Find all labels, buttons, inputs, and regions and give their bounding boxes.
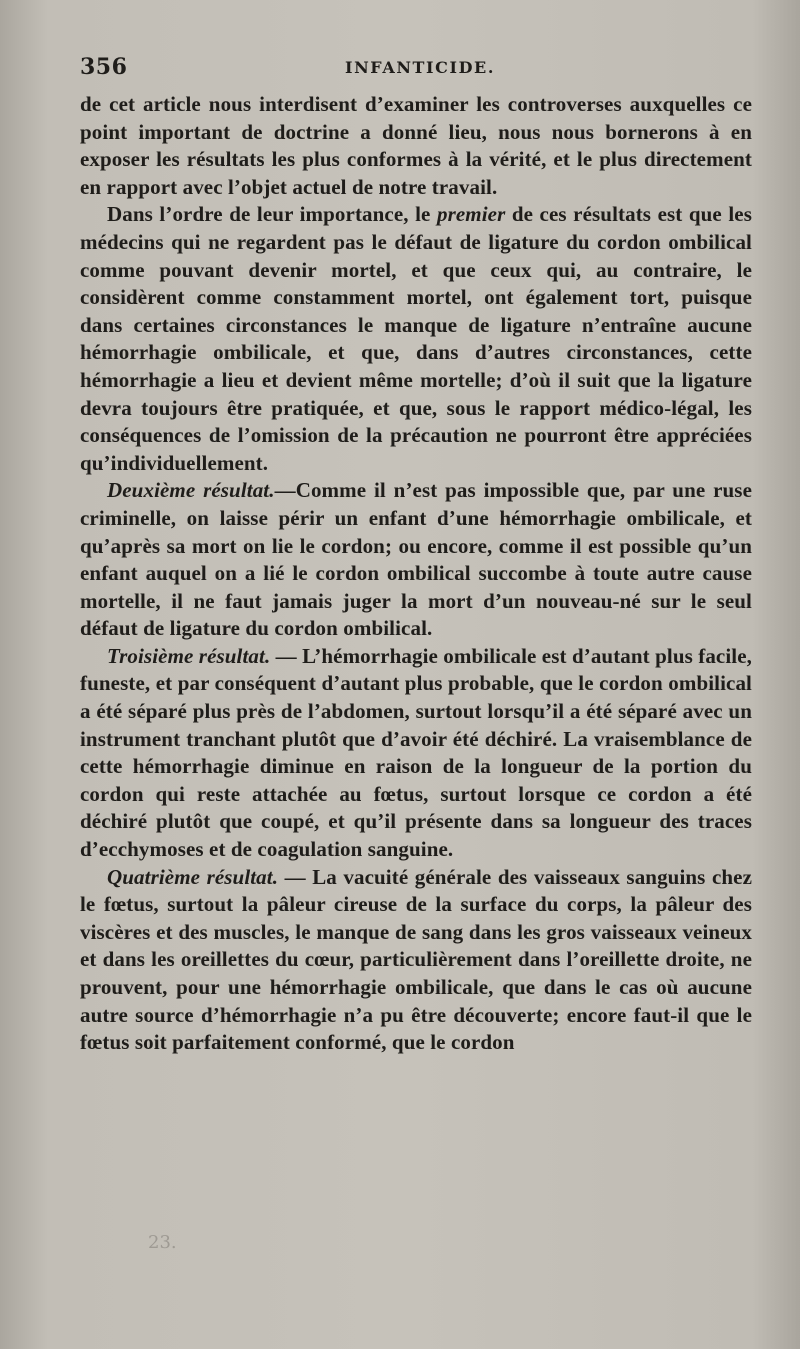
paragraph-quatrieme-resultat: [80, 864, 752, 1057]
paragraph-deuxieme-resultat: [80, 477, 752, 643]
signature-mark: 23.: [148, 1232, 177, 1253]
italic-text: premier: [436, 202, 506, 227]
text-run: — La vacuité générale des vaisseaux sanguins chez le fœtus, surtout la pâleur cireuse de la surface du corps, la pâleur des viscères et des muscles, le manque de sang dans les gros vaisseaux veineux et dans les oreillettes du cœur, particulièrement dans l’oreillette droite, ne prouvent, pour une hémorrhagie ombilicale, que dans le cas où aucune autre source d’hémorrhagie n’a pu être découverte; encore faut-il que le fœtus soit parfaitement conformé, que le cordon: [80, 864, 752, 1055]
text-run: de cet article nous interdisent d’examiner les controverses auxquelles ce point important de doctrine a donné lieu, nous nous bornerons à en exposer les résultats les plus conformes à la vérité, et le plus directement en rapport avec l’objet actuel de notre travail.: [80, 92, 752, 199]
text-run: Dans l’ordre de leur importance, le: [107, 202, 437, 227]
italic-text: Quatrième résultat.: [107, 864, 279, 889]
page-header: [80, 54, 760, 88]
page-number: 356: [80, 54, 128, 80]
text-run: de ces résultats est que les médecins qui ne regardent pas le défaut de ligature du cordon ombilical comme pouvant devenir mortel, et que ceux qui, au contraire, le considèrent comme constamment mortel, ont également tort, puisque dans certaines circonstances le manque de ligature n’entraîne aucune hémorrhagie ombilicale, et que, dans d’autres circonstances, cette hémorrhagie a lieu et devient même mortelle; d’où il suit que la ligature devra toujours être pratiquée, et que, sous le rapport médico-légal, les conséquences de l’omission de la précaution ne pourront être appréciées qu’individuellement.: [80, 202, 752, 475]
body-text: [80, 91, 752, 1057]
paragraph-premier-resultat: [80, 201, 752, 477]
running-title: INFANTICIDE.: [344, 58, 496, 77]
italic-text: Troisième résultat.: [107, 643, 271, 668]
paragraph-troisieme-resultat: [80, 643, 752, 864]
text-run: —Comme il n’est pas impossible que, par une ruse criminelle, on laisse périr un enfant d’une hémorrhagie ombilicale, et qu’après sa mort on lie le cordon; ou encore, comme il est possible qu’un enfant auquel on a lié le cordon ombilical succombe à toute autre cause mortelle, il ne faut jamais juger la mort d’un nouveau-né sur le seul défaut de ligature du cordon ombilical.: [80, 478, 752, 641]
text-run: — L’hémorrhagie ombilicale est d’autant plus facile, funeste, et par conséquent d’autant plus probable, que le cordon ombilical a été séparé plus près de l’abdomen, surtout lorsqu’il a été séparé avec un instrument tranchant plutôt que d’avoir été déchiré. La vraisemblance de cette hémorrhagie diminue en raison de la longueur de la portion du cordon qui reste attachée au fœtus, surtout lorsque ce cordon a été déchiré plutôt que coupé, et qu’il présente dans sa longueur des traces d’ecchymoses et de coagulation sanguine.: [80, 643, 752, 862]
italic-text: Deuxième résultat.: [107, 478, 275, 503]
paragraph-continuation: [80, 91, 752, 201]
